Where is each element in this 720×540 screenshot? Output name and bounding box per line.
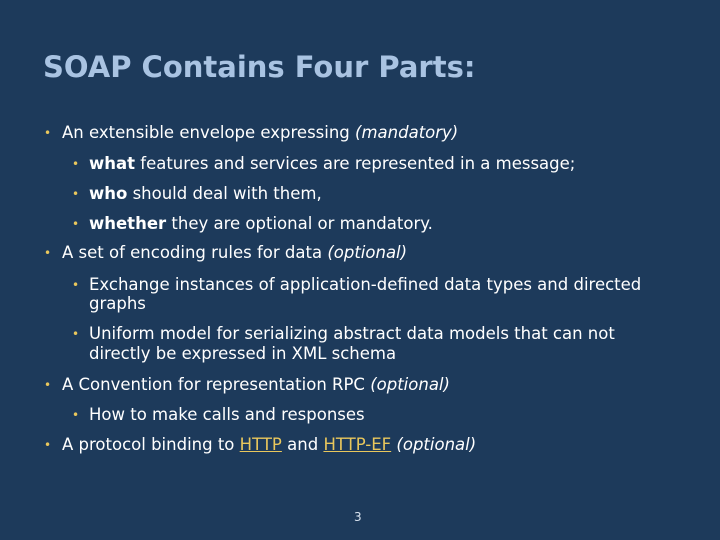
bullet-1-sub-3 (89, 214, 433, 234)
bullet-dot-icon: • (44, 438, 52, 452)
http-link[interactable]: HTTP (239, 435, 282, 454)
bullet-dot-icon: • (44, 126, 52, 140)
bullet-1 (62, 123, 458, 143)
sub-lead: whether (89, 214, 167, 233)
bullet-dot-icon: • (44, 246, 52, 260)
bullet-3-note: (optional) (370, 375, 450, 394)
bullet-4 (62, 435, 476, 455)
page-number: 3 (354, 510, 362, 524)
sub-rest: features and services are represented in a message; (135, 154, 576, 173)
bullet-4-note: (optional) (391, 435, 477, 454)
bullet-dot-icon: • (72, 217, 80, 231)
sub-line-2: directly be expressed in XML schema (89, 344, 397, 363)
bullet-3-sub-1 (89, 405, 365, 425)
sub-line-1: Exchange instances of application-defined data types and directed (89, 275, 642, 294)
sub-lead: who (89, 184, 128, 203)
bullet-dot-icon: • (72, 408, 80, 422)
bullet-2 (62, 243, 407, 263)
bullet-3-text: A Convention for representation RPC (62, 375, 371, 394)
bullet-2-sub-1 (89, 275, 641, 313)
sub-lead: what (89, 154, 136, 173)
bullet-dot-icon: • (44, 378, 52, 392)
bullet-1-sub-2 (89, 184, 322, 204)
bullet-1-text: An extensible envelope expressing (62, 123, 356, 142)
bullet-dot-icon: • (72, 157, 80, 171)
bullet-2-sub-2 (89, 324, 615, 364)
bullet-1-sub-1 (89, 154, 575, 174)
bullet-3 (62, 375, 450, 395)
bullet-1-note: (mandatory) (355, 123, 459, 142)
bullet-2-note: (optional) (327, 243, 408, 262)
sub-line-1: Uniform model for serializing abstract data models that can not (89, 324, 615, 343)
bullet-dot-icon: • (72, 187, 80, 201)
bullet-4-text: A protocol binding to (62, 435, 240, 454)
slide-title: SOAP Contains Four Parts: (43, 50, 476, 84)
sub-text: How to make calls and responses (89, 405, 365, 424)
sub-rest: they are optional or mandatory. (166, 214, 433, 233)
bullet-dot-icon: • (72, 327, 80, 341)
sub-rest: should deal with them, (127, 184, 322, 203)
bullet-2-text: A set of encoding rules for data (62, 243, 328, 262)
http-ef-link[interactable]: HTTP-EF (323, 435, 392, 454)
sub-line-2: graphs (89, 294, 146, 313)
bullet-dot-icon: • (72, 278, 80, 292)
bullet-4-mid: and (281, 435, 324, 454)
